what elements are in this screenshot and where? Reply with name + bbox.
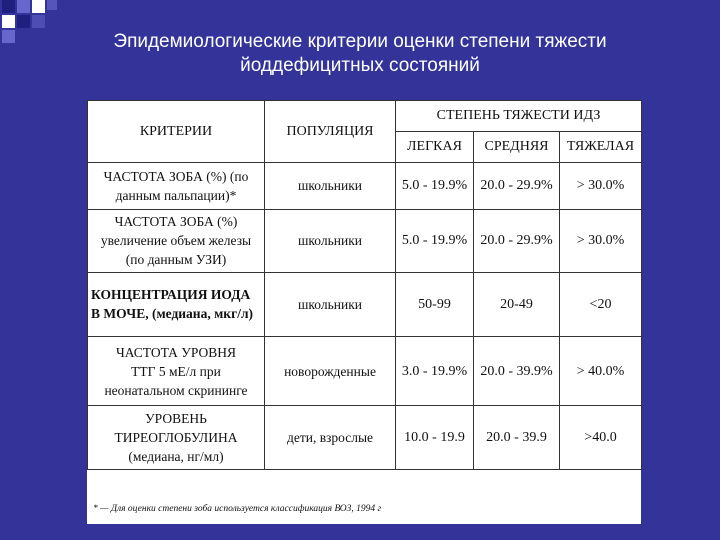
table-row (88, 162, 642, 209)
moderate-cell: 20.0 - 29.9% (474, 209, 560, 273)
table-row (88, 209, 642, 273)
mild-cell: 10.0 - 19.9 (396, 406, 474, 470)
severe-cell: > 30.0% (560, 209, 642, 273)
header-mild: ЛЕГКАЯ (396, 131, 474, 162)
table-panel (87, 100, 641, 524)
slide-title-line-2: йоддефицитных состояний (240, 55, 480, 76)
criteria-line: ТТГ 5 мЕ/л при (131, 363, 221, 379)
footnote: * — Для оценки степени зоба используется классификация ВОЗ, 1994 г (93, 504, 382, 514)
population-cell: школьники (265, 273, 396, 337)
slide-title (60, 30, 660, 78)
moderate-cell: 20.0 - 39.9 (474, 406, 560, 470)
severe-cell: > 40.0% (560, 336, 642, 406)
mild-cell: 3.0 - 19.9% (396, 336, 474, 406)
slide-title-line-1: Эпидемиологические критерии оценки степени тяжести (113, 31, 607, 52)
criteria-line: ТИРЕОГЛОБУЛИНА (114, 430, 238, 446)
criteria-line: КОНЦЕНТРАЦИЯ ИОДА (91, 287, 251, 303)
table-header-row (88, 101, 642, 132)
criteria-cell (88, 209, 265, 273)
header-criteria: КРИТЕРИИ (88, 101, 265, 163)
header-moderate: СРЕДНЯЯ (474, 131, 560, 162)
mild-cell: 5.0 - 19.9% (396, 209, 474, 273)
population-cell: дети, взрослые (265, 406, 396, 470)
header-population: ПОПУЛЯЦИЯ (265, 101, 396, 163)
criteria-cell (88, 336, 265, 406)
moderate-cell: 20.0 - 29.9% (474, 162, 560, 209)
population-cell: школьники (265, 209, 396, 273)
criteria-cell (88, 162, 265, 209)
criteria-line: неонатальном скрининге (104, 382, 248, 398)
criteria-table (87, 100, 642, 470)
criteria-line: ЧАСТОТА ЗОБА (%) (по (103, 168, 249, 184)
criteria-cell (88, 406, 265, 470)
moderate-cell: 20-49 (474, 273, 560, 337)
corner-decoration (0, 0, 60, 45)
table-row (88, 273, 642, 337)
severe-cell: > 30.0% (560, 162, 642, 209)
severe-cell: >40.0 (560, 406, 642, 470)
criteria-line: УРОВЕНЬ (145, 411, 207, 427)
criteria-line: данным пальпации)* (115, 187, 237, 203)
population-cell: школьники (265, 162, 396, 209)
criteria-line: (по данным УЗИ) (125, 252, 227, 268)
criteria-line: (медиана, нг/мл) (128, 449, 224, 465)
header-severe: ТЯЖЕЛАЯ (560, 131, 642, 162)
criteria-line: ЧАСТОТА УРОВНЯ (115, 344, 237, 360)
criteria-line: ЧАСТОТА ЗОБА (%) (114, 214, 238, 230)
table-row (88, 406, 642, 470)
criteria-line: В МОЧЕ, (медиана, мкг/л) (91, 306, 254, 322)
moderate-cell: 20.0 - 39.9% (474, 336, 560, 406)
table-row (88, 336, 642, 406)
header-severity: СТЕПЕНЬ ТЯЖЕСТИ ИДЗ (396, 101, 642, 132)
mild-cell: 5.0 - 19.9% (396, 162, 474, 209)
mild-cell: 50-99 (396, 273, 474, 337)
severe-cell: <20 (560, 273, 642, 337)
criteria-line: увеличение объем железы (100, 233, 252, 249)
criteria-cell (88, 273, 265, 337)
population-cell: новорожденные (265, 336, 396, 406)
